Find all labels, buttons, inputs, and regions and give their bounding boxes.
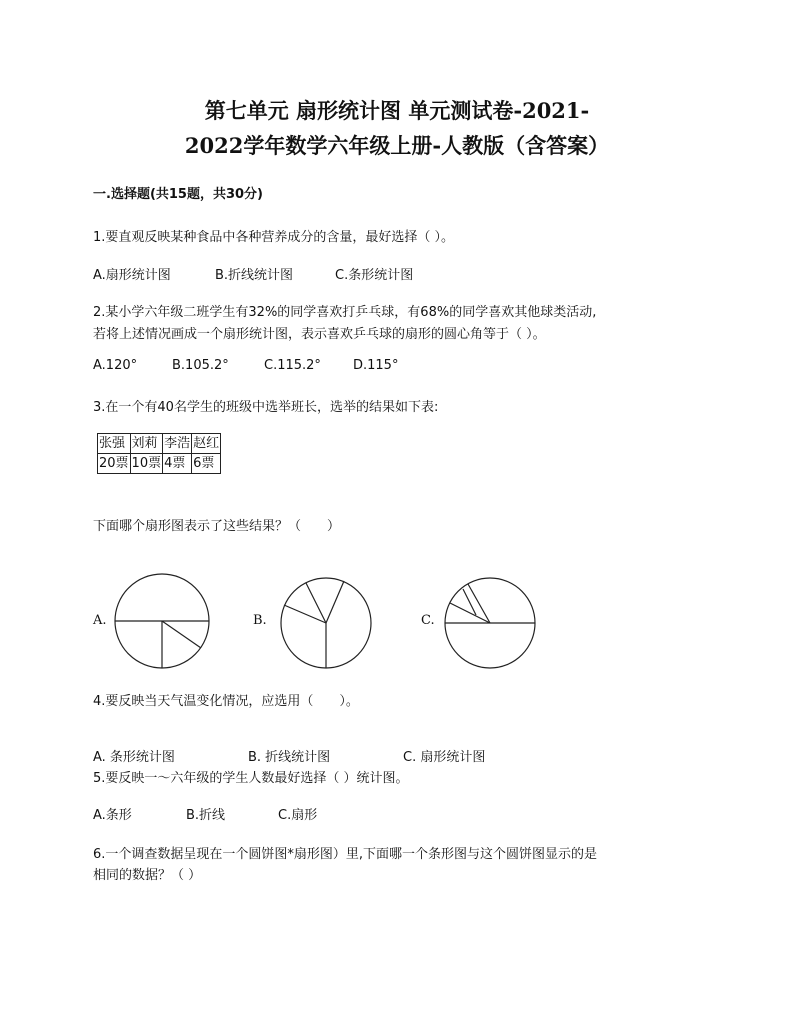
votes-value-cell: 4票 — [163, 454, 192, 474]
question-2-options — [93, 358, 398, 373]
votes-header-cell: 李浩 — [163, 434, 192, 454]
q2-option-b: B.105.2° — [172, 358, 229, 373]
question-4-text: 4.要反映当天气温变化情况，应选用（ ）。 — [93, 694, 359, 709]
pie-chart-option-a — [112, 571, 212, 671]
page-title-line-1: 第七单元 扇形统计图 单元测试卷-2021- — [204, 98, 590, 123]
pie-b-divider-left — [284, 605, 326, 623]
q2-option-c: C.115.2° — [264, 358, 321, 373]
q4-option-a: A. 条形统计图 — [93, 750, 175, 765]
q5-option-c: C.扇形 — [278, 808, 318, 823]
question-3-text: 3.在一个有40名学生的班级中选举班长，选举的结果如下表: — [93, 400, 439, 415]
pie-chart-option-c — [442, 575, 538, 671]
question-6-line-2: 相同的数据？（ ） — [93, 868, 202, 883]
page-title-line-2: 2022学年数学六年级上册-人教版（含答案） — [184, 133, 610, 158]
question-1-text: 1.要直观反映某种食品中各种营养成分的含量，最好选择（ ）。 — [93, 230, 455, 245]
question-1-options — [93, 264, 413, 283]
question-5-options — [93, 804, 317, 823]
question-2-line-2: 若将上述情况画成一个扇形统计图，表示喜欢乒乓球的扇形的圆心角等于（ ）。 — [93, 327, 546, 342]
q2-option-d: D.115° — [353, 358, 399, 373]
votes-value-cell: 10票 — [130, 454, 163, 474]
q1-option-a: A.扇形统计图 — [93, 268, 171, 283]
q1-option-b: B.折线统计图 — [215, 268, 294, 283]
votes-value-cell: 20票 — [98, 454, 131, 474]
question-5-text: 5.要反映一～六年级的学生人数最好选择（ ）统计图。 — [93, 771, 409, 786]
votes-table-header-row — [98, 434, 221, 454]
votes-header-cell: 赵红 — [192, 434, 221, 454]
votes-table-value-row — [98, 454, 221, 474]
question-4-options — [93, 746, 485, 765]
question-3-prompt: 下面哪个扇形图表示了这些结果？（ ） — [93, 519, 341, 534]
votes-header-cell: 张强 — [98, 434, 131, 454]
question-6-line-1: 6.一个调查数据呈现在一个圆饼图*扇形图）里,下面哪一个条形图与这个圆饼图显示的是 — [93, 847, 598, 862]
votes-header-cell: 刘莉 — [130, 434, 163, 454]
question-2-line-1: 2.某小学六年级二班学生有32%的同学喜欢打乒乓球，有68%的同学喜欢其他球类活动, — [93, 305, 597, 320]
q2-option-a: A.120° — [93, 358, 138, 373]
votes-value-cell: 6票 — [192, 454, 221, 474]
pie-option-a-label: A. — [93, 613, 107, 628]
votes-table — [97, 433, 221, 474]
pie-b-divider-top — [326, 581, 344, 623]
section-heading: 一.选择题(共15题，共30分) — [93, 187, 264, 202]
pie-a-divider-diagonal — [162, 621, 201, 648]
q4-option-b: B. 折线统计图 — [248, 750, 331, 765]
pie-option-b-label: B. — [253, 613, 267, 628]
pie-option-c-label: C. — [421, 613, 435, 628]
q4-option-c: C. 扇形统计图 — [403, 750, 486, 765]
q1-option-c: C.条形统计图 — [335, 268, 414, 283]
pie-b-divider-upper-left — [306, 583, 326, 623]
q5-option-b: B.折线 — [186, 808, 226, 823]
q5-option-a: A.条形 — [93, 808, 132, 823]
pie-chart-option-b — [278, 575, 374, 671]
